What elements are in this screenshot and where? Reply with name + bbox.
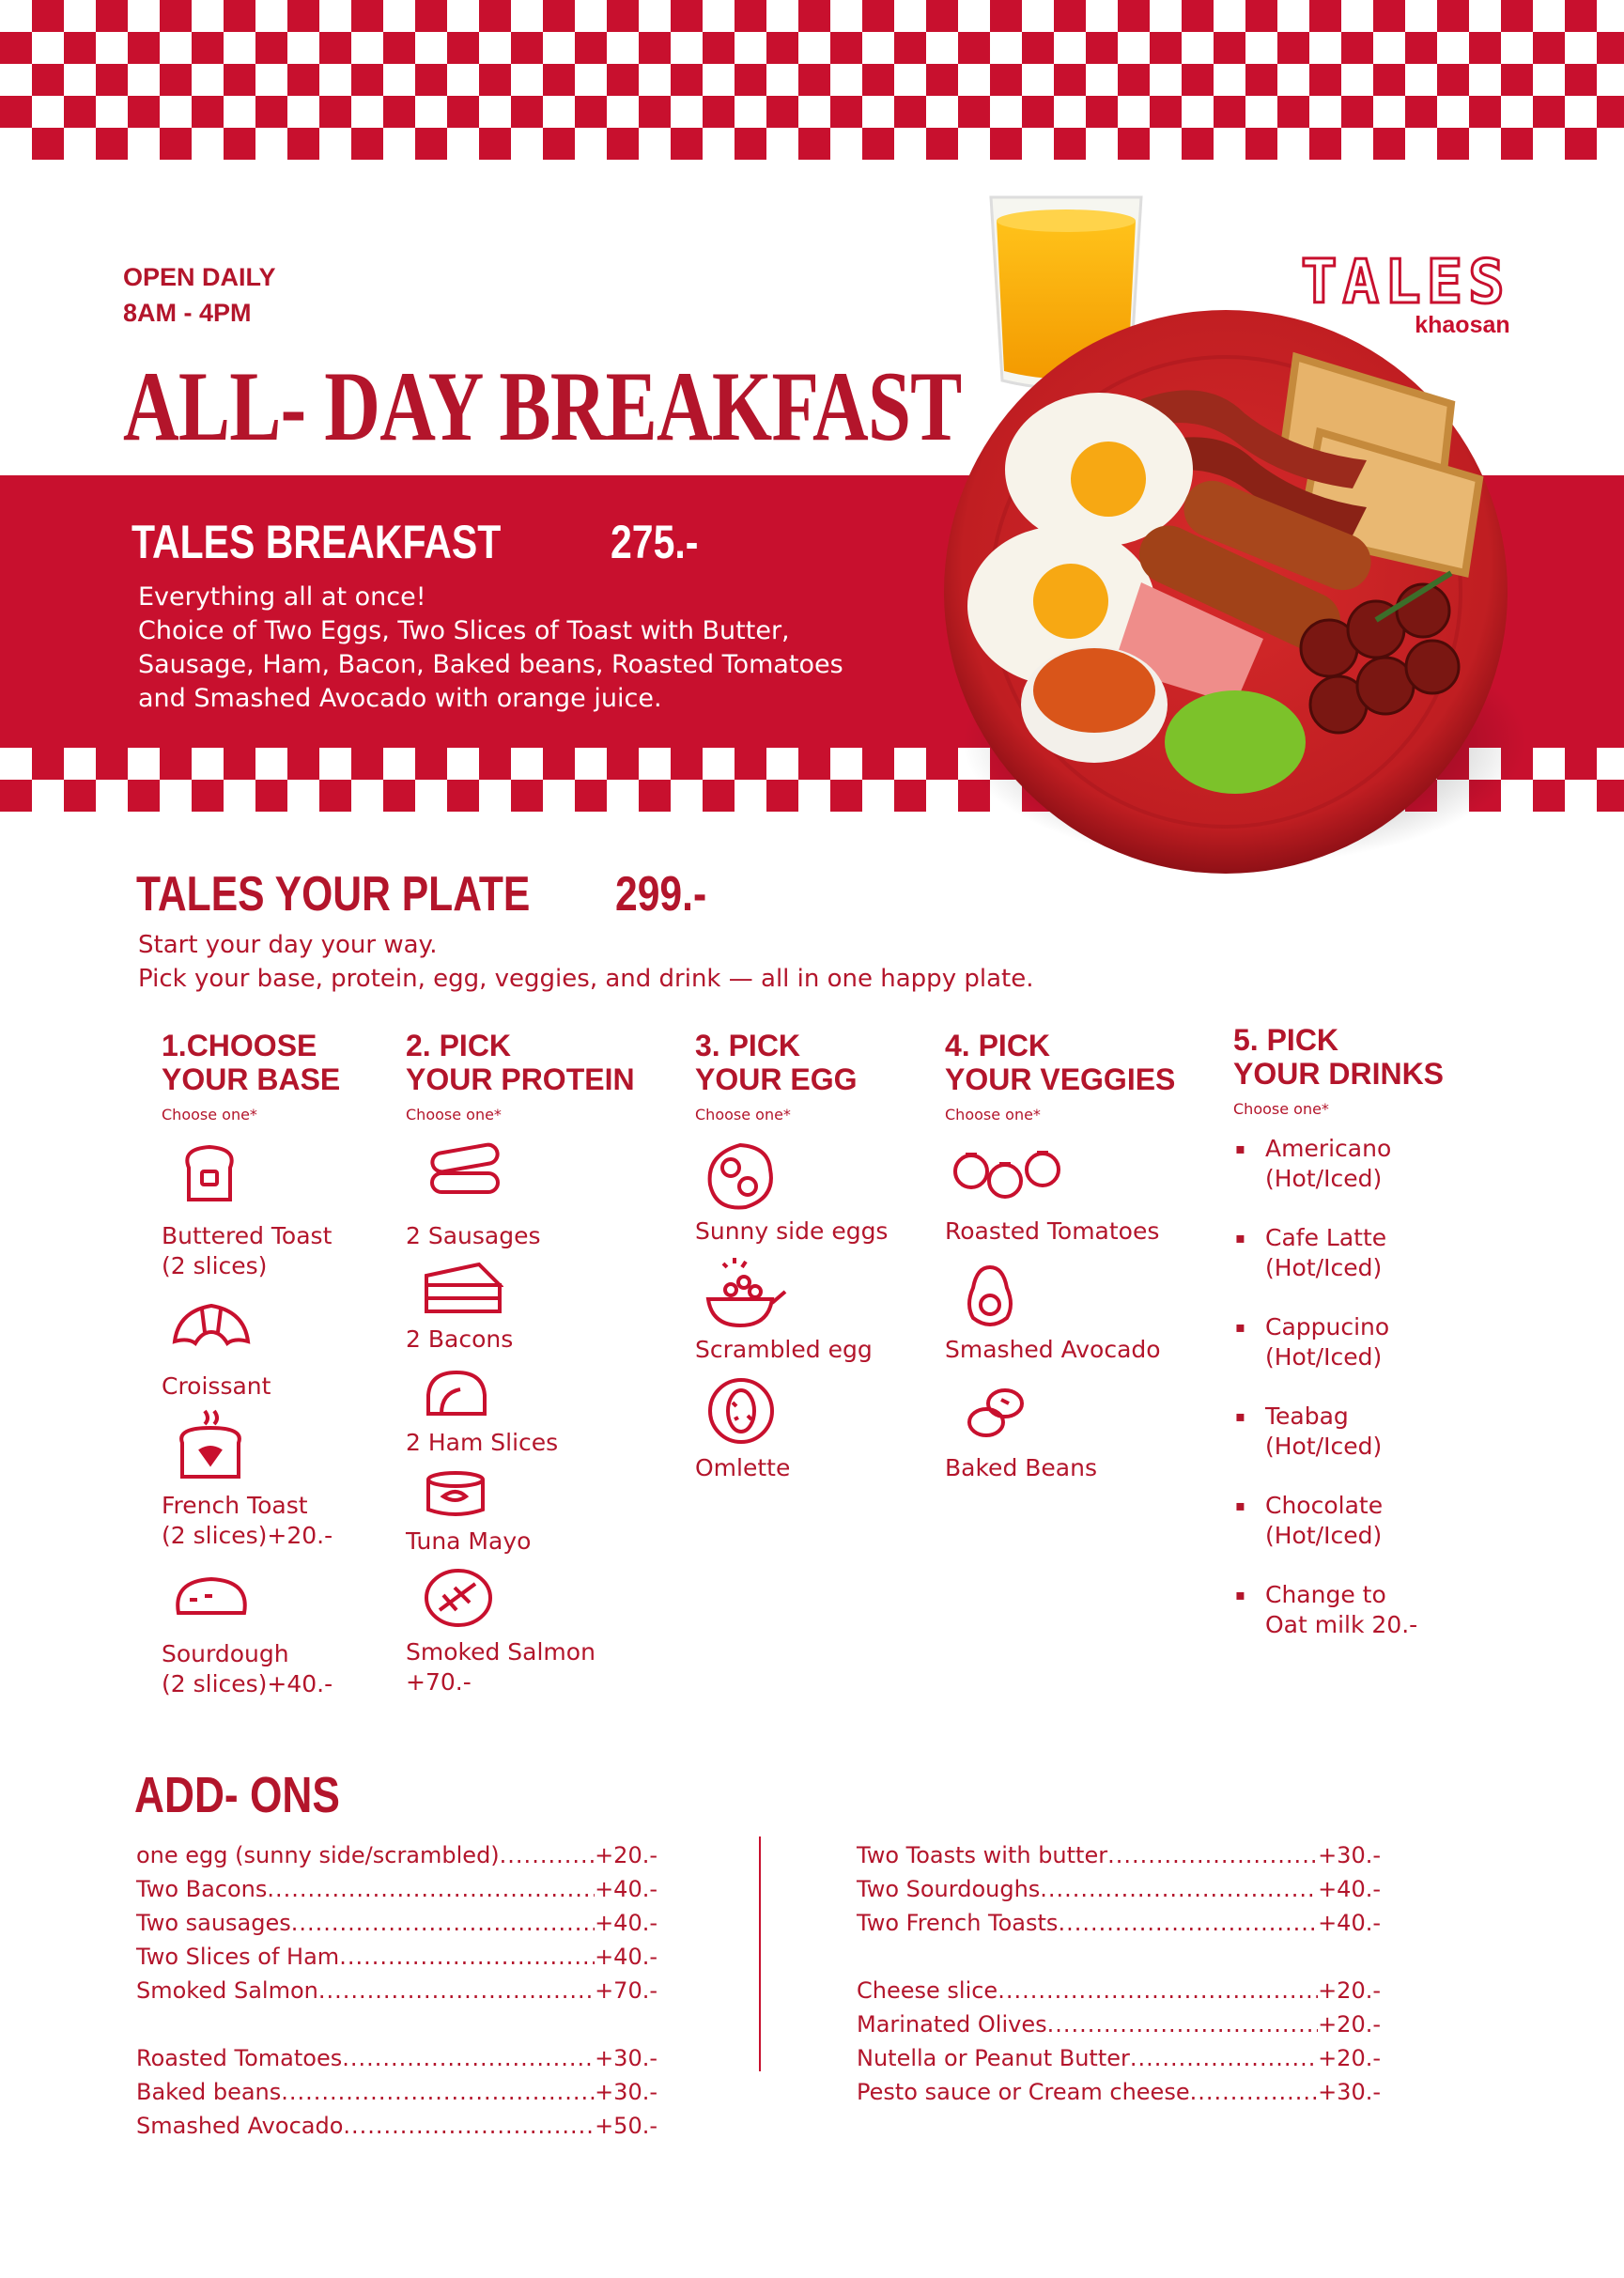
addon-name: Two Sourdoughs xyxy=(857,1876,1041,1902)
option-roasted-tomatoes[interactable]: Roasted Tomatoes xyxy=(945,1217,1160,1245)
smashed-avocado xyxy=(1165,690,1306,794)
addon-leader-dots xyxy=(343,2109,595,2143)
tales-breakfast-title: TALES BREAKFAST xyxy=(131,516,502,568)
addon-item[interactable] xyxy=(857,2007,1381,2041)
addon-name: Smashed Avocado xyxy=(136,2113,344,2139)
step-title: 2. PICK YOUR PROTEIN xyxy=(406,1029,635,1096)
toast-icon xyxy=(176,1139,243,1207)
addon-leader-dots xyxy=(1058,1906,1318,1940)
croissant-icon xyxy=(169,1294,254,1351)
addon-price: +20.- xyxy=(595,1842,657,1868)
step-veggies xyxy=(945,1029,1189,1705)
addon-leader-dots xyxy=(1107,1838,1318,1872)
addon-name: Two French Toasts xyxy=(857,1910,1059,1936)
fried-eggs-icon xyxy=(703,1141,778,1213)
drink-item[interactable]: ▪ Cappucino (Hot/Iced) xyxy=(1233,1312,1417,1372)
drink-item[interactable]: ▪ Change to Oat milk 20.- xyxy=(1233,1580,1417,1640)
tales-your-plate-description xyxy=(138,928,1033,996)
addon-leader-dots xyxy=(1190,2075,1318,2109)
addon-price: +70.- xyxy=(595,1977,657,2004)
description-line: Choice of Two Eggs, Two Slices of Toast with Butter, xyxy=(138,616,790,645)
addon-name: Roasted Tomatoes xyxy=(136,2045,343,2071)
sourdough-icon xyxy=(171,1572,252,1624)
addon-leader-dots xyxy=(291,1906,595,1940)
french-toast-icon xyxy=(173,1407,248,1482)
addon-item[interactable] xyxy=(857,2075,1381,2109)
option-sausages[interactable]: 2 Sausages xyxy=(406,1222,541,1249)
description-line: Pick your base, protein, egg, veggies, and drink — all in one happy plate. xyxy=(138,965,1034,993)
addon-leader-dots xyxy=(267,1872,595,1906)
addon-price: +30.- xyxy=(595,2045,657,2071)
addon-price: +40.- xyxy=(1318,1910,1381,1936)
addon-item[interactable] xyxy=(136,2109,657,2143)
option-french-toast[interactable]: French Toast (2 slices)+20.- xyxy=(162,1492,333,1549)
addon-price: +20.- xyxy=(1318,1977,1381,2004)
addon-item[interactable] xyxy=(857,1872,1381,1906)
addon-price: +30.- xyxy=(1318,2079,1381,2105)
addon-leader-dots xyxy=(342,2041,595,2075)
addon-name: Two sausages xyxy=(136,1910,291,1936)
drinks-list xyxy=(1233,1134,1417,1669)
addon-name: Smoked Salmon xyxy=(136,1977,318,2004)
tales-breakfast-description xyxy=(138,581,852,716)
ham-icon xyxy=(423,1367,490,1421)
sausage-icon xyxy=(423,1139,507,1201)
tales-breakfast-price: 275.- xyxy=(611,516,699,568)
beans-icon xyxy=(964,1383,1028,1441)
choose-note: Choose one* xyxy=(162,1106,257,1124)
logo-word: TALES xyxy=(1301,248,1510,318)
addon-name: Baked beans xyxy=(136,2079,282,2105)
option-sourdough[interactable]: Sourdough (2 slices)+40.- xyxy=(162,1640,333,1697)
addon-item[interactable] xyxy=(857,2041,1381,2075)
opening-hours xyxy=(123,259,276,331)
addon-leader-dots xyxy=(318,1974,595,2007)
addons-left-list xyxy=(136,1838,657,2143)
baked-beans xyxy=(1021,646,1168,763)
addon-price: +40.- xyxy=(595,1944,657,1970)
page-title: ALL- DAY BREAKFAST xyxy=(123,351,962,461)
tomatoes-icon xyxy=(951,1143,1065,1201)
addon-name: Pesto sauce or Cream cheese xyxy=(857,2079,1190,2105)
addon-item[interactable] xyxy=(857,1974,1381,2007)
addon-price: +30.- xyxy=(1318,1842,1381,1868)
addon-name: Two Toasts with butter xyxy=(857,1842,1108,1868)
avocado-icon xyxy=(964,1263,1016,1329)
addon-price: +20.- xyxy=(1318,2011,1381,2038)
addon-item[interactable] xyxy=(136,1940,657,1974)
addons-divider xyxy=(759,1836,761,2071)
description-line: Start your day your way. xyxy=(138,931,438,959)
addon-name: Nutella or Peanut Butter xyxy=(857,2045,1130,2071)
step-title: 1.CHOOSE YOUR BASE xyxy=(162,1029,341,1096)
addon-item[interactable] xyxy=(136,1838,657,1872)
omelette-icon xyxy=(706,1376,776,1446)
description-line: and Smashed Avocado with orange juice. xyxy=(138,684,662,713)
option-croissant[interactable]: Croissant xyxy=(162,1372,271,1400)
addon-spacer xyxy=(857,1940,1381,1974)
description-line: Everything all at once! xyxy=(138,582,426,612)
step-drinks xyxy=(1233,1023,1477,1699)
step-base xyxy=(162,1029,387,1705)
addons-right-list xyxy=(857,1838,1381,2109)
addon-item[interactable] xyxy=(136,2075,657,2109)
option-smashed-avocado[interactable]: Smashed Avocado xyxy=(945,1336,1161,1363)
step-title: 4. PICK YOUR VEGGIES xyxy=(945,1029,1176,1096)
option-omelette[interactable]: Omlette xyxy=(695,1454,791,1481)
addon-leader-dots xyxy=(1047,2007,1318,2041)
addon-leader-dots xyxy=(1130,2041,1318,2075)
addon-leader-dots xyxy=(500,1838,595,1872)
description-line: Sausage, Ham, Bacon, Baked beans, Roasted Tomatoes xyxy=(138,650,843,679)
drink-item[interactable]: ▪ Cafe Latte (Hot/Iced) xyxy=(1233,1223,1417,1283)
option-smoked-salmon[interactable]: Smoked Salmon +70.- xyxy=(406,1638,595,1696)
addon-leader-dots xyxy=(998,1974,1318,2007)
option-bacons[interactable]: 2 Bacons xyxy=(406,1325,514,1353)
option-baked-beans[interactable]: Baked Beans xyxy=(945,1454,1097,1481)
addon-item[interactable] xyxy=(857,1838,1381,1872)
drink-item[interactable]: ▪ Chocolate (Hot/Iced) xyxy=(1233,1491,1417,1551)
step-egg xyxy=(695,1029,930,1705)
option-scrambled-egg[interactable]: Scrambled egg xyxy=(695,1336,873,1363)
addon-item[interactable] xyxy=(857,1906,1381,1940)
step-title: 5. PICK YOUR DRINKS xyxy=(1233,1023,1445,1091)
addon-item[interactable] xyxy=(136,1872,657,1906)
choose-note: Choose one* xyxy=(695,1106,791,1124)
addon-name: Marinated Olives xyxy=(857,2011,1047,2038)
addon-price: +40.- xyxy=(1318,1876,1381,1902)
scrambled-egg-icon xyxy=(703,1254,787,1333)
addon-leader-dots xyxy=(339,1940,595,1974)
addon-price: +30.- xyxy=(595,2079,657,2105)
checker-border-top xyxy=(0,0,1624,160)
addons-title: ADD- ONS xyxy=(134,1767,340,1823)
tuna-can-icon xyxy=(425,1470,487,1519)
choose-note: Choose one* xyxy=(406,1106,502,1124)
salmon-icon xyxy=(423,1567,494,1629)
addon-spacer xyxy=(136,2007,657,2041)
hours-label: 8AM - 4PM xyxy=(123,299,252,327)
breakfast-plate-illustration xyxy=(925,178,1526,930)
option-sunny-side-eggs[interactable]: Sunny side eggs xyxy=(695,1217,889,1245)
addon-item[interactable] xyxy=(136,2041,657,2075)
addon-name: Two Bacons xyxy=(136,1876,268,1902)
addon-item[interactable] xyxy=(136,1974,657,2007)
bacon-icon xyxy=(423,1257,503,1319)
addon-name: Cheese slice xyxy=(857,1977,998,2004)
tales-your-plate-title: TALES YOUR PLATE xyxy=(136,867,531,922)
option-tuna-mayo[interactable]: Tuna Mayo xyxy=(406,1527,532,1555)
choose-note: Choose one* xyxy=(945,1106,1041,1124)
logo-sub: khaosan xyxy=(1415,312,1510,338)
addon-leader-dots xyxy=(281,2075,595,2109)
open-daily-label: OPEN DAILY xyxy=(123,263,276,291)
addon-price: +20.- xyxy=(1318,2045,1381,2071)
addon-item[interactable] xyxy=(136,1906,657,1940)
addon-name: one egg (sunny side/scrambled) xyxy=(136,1842,500,1868)
choose-note: Choose one* xyxy=(1233,1100,1329,1118)
option-ham-slices[interactable]: 2 Ham Slices xyxy=(406,1429,559,1456)
addon-price: +40.- xyxy=(595,1876,657,1902)
step-protein xyxy=(406,1029,678,1705)
addon-price: +50.- xyxy=(595,2113,657,2139)
addon-price: +40.- xyxy=(595,1910,657,1936)
drink-item[interactable]: ▪ Teabag (Hot/Iced) xyxy=(1233,1402,1417,1462)
addon-leader-dots xyxy=(1040,1872,1318,1906)
addon-name: Two Slices of Ham xyxy=(136,1944,340,1970)
tales-your-plate-price: 299.- xyxy=(615,867,707,922)
option-buttered-toast[interactable]: Buttered Toast (2 slices) xyxy=(162,1222,333,1279)
step-title: 3. PICK YOUR EGG xyxy=(695,1029,858,1096)
drink-item[interactable]: ▪ Americano (Hot/Iced) xyxy=(1233,1134,1417,1194)
